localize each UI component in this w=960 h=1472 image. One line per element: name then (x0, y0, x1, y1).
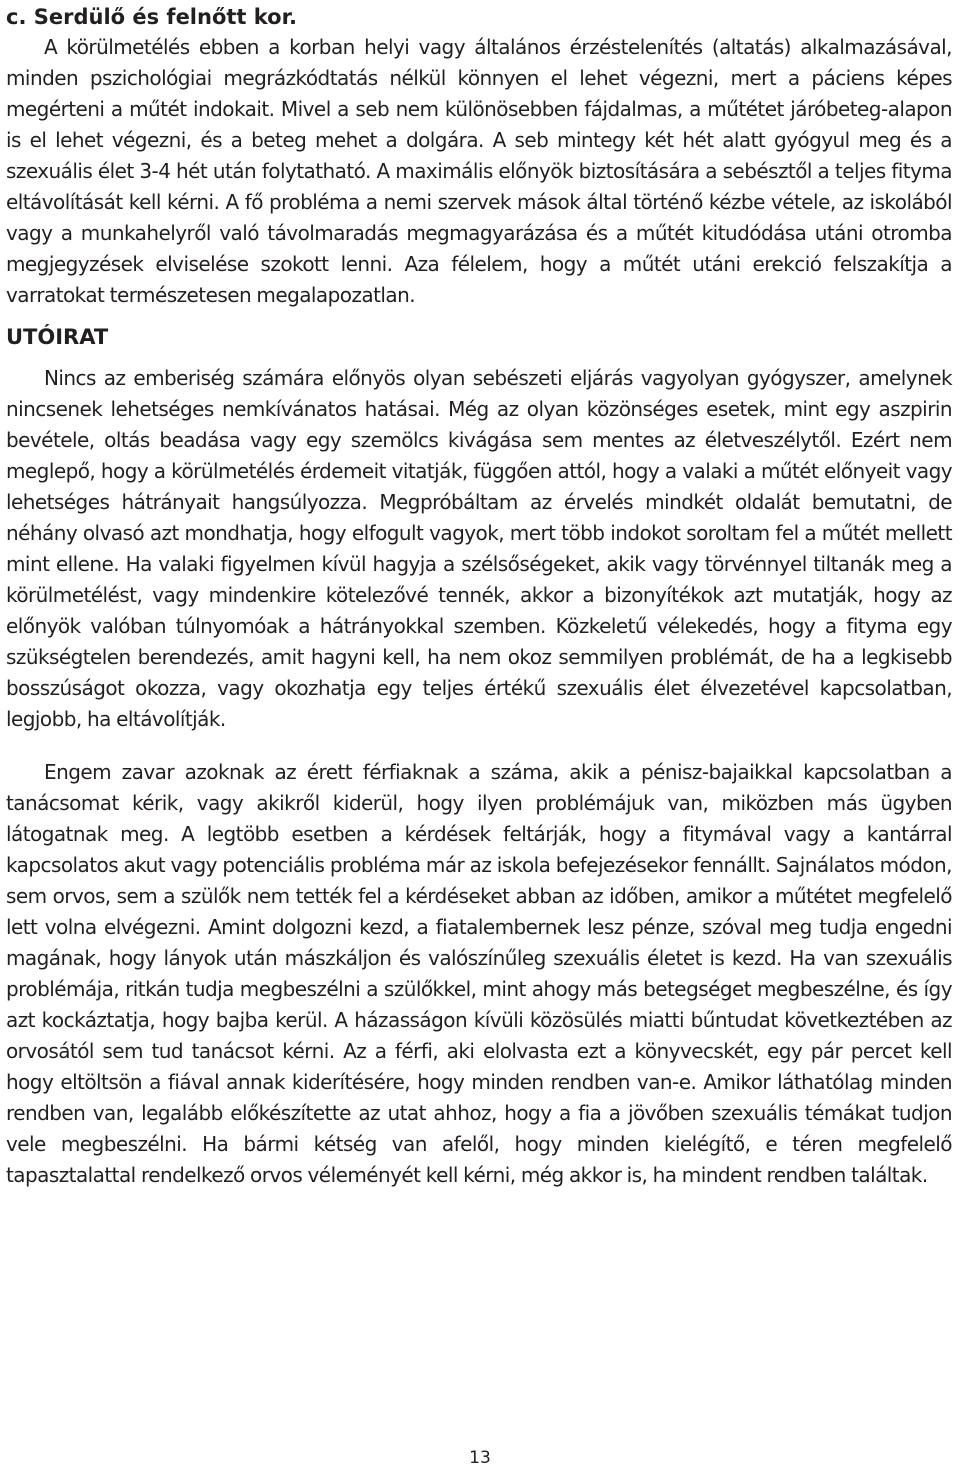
postscript-heading: UTÓIRAT (6, 325, 109, 349)
section-heading: c. Serdülő és felnőtt kor. (6, 5, 297, 29)
document-page (6, 0, 952, 1191)
section-paragraph: A körülmetélés ebben a korban helyi vagy általános érzéstelenítés (altatás) alkalmazásával, minden pszichológiai megrázkódtatás nélkül könnyen el lehet végezni, mert a páciens képes megérteni a műtét indokait. Mivel a seb nem különösebben fájdalmas, a műtétet járóbeteg-alapon is el lehet végezni, és a beteg mehet a dolgára. A seb mintegy két hét alatt gyógyul meg és a szexuális élet 3-4 hét után folytatható. A maximális előnyök biztosítására a sebésztől a teljes fityma eltávolítását kell kérni. A fő probléma a nemi szervek mások által történő kézbe vétele, az iskolából vagy a munkahelyről való távolmaradás megmagyarázása és a műtét kitudódása utáni otromba megjegyzések elviselése szokott lenni. Aza félelem, hogy a műtét utáni erekció felszakítja a varratokat természetesen megalapozatlan. (6, 35, 952, 307)
postscript-paragraph-1: Nincs az emberiség számára előnyös olyan sebészeti eljárás vagyolyan gyógyszer, amelynek nincsenek lehetséges nemkívánatos hatásai. Még az olyan közönséges esetek, mint egy aszpirin bevétele, oltás beadása vagy egy szemölcs kivágása sem mentes az életveszélytől. Ezért nem meglepő, hogy a körülmetélés érdemeit vitatják, függően attól, hogy a valaki a műtét előnyeit vagy lehetséges hátrányait hangsúlyozza. Megpróbáltam az érvelés mindkét oldalát bemutatni, de néhány olvasó azt mondhatja, hogy elfogult vagyok, mert több indokot soroltam fel a műtét mellett mint ellene. Ha valaki figyelmen kívül hagyja a szélsőségeket, akik vagy törvénnyel tiltanák meg a körülmetélést, vagy mindenkire kötelezővé tennék, akkor a bizonyítékok azt mutatják, hogy az előnyök valóban túlnyomóak a hátrányokkal szemben. Közkeletű vélekedés, hogy a fityma egy szükségtelen berendezés, amit hagyni kell, ha nem okoz semmilyen problémát, de ha a legkisebb bosszúságot okozza, vagy okozhatja egy teljes értékű szexuális élet élvezetével kapcsolatban, legjobb, ha eltávolítják. (6, 366, 952, 731)
page-number: 13 (469, 1448, 491, 1468)
postscript-paragraph-2: Engem zavar azoknak az érett férfiaknak a száma, akik a pénisz-bajaikkal kapcsolatban a tanácsomat kérik, vagy akikről kiderül, hogy ilyen problémájuk van, miközben más ügyben látogatnak meg. A legtöbb esetben a kérdések feltárják, hogy a fitymával vagy a kantárral kapcsolatos akut vagy potenciális probléma már az iskola befejezésekor fennállt. Sajnálatos módon, sem orvos, sem a szülők nem tették fel a kérdéseket abban az időben, amikor a műtétet megfelelő lett volna elvégezni. Amint dolgozni kezd, a fiatalembernek lesz pénze, szóval meg tudja engedni magának, hogy lányok után mászkáljon és valószínűleg szexuális életet is kezd. Ha van szexuális problémája, ritkán tudja megbeszélni a szülőkkel, mint ahogy más betegséget megbeszélne, és így azt kockáztatja, hogy bajba kerül. A házasságon kívüli közösülés miatti bűntudat következtében az orvosától sem tud tanácsot kérni. Az a férfi, aki elolvasta ezt a könyvecskét, egy pár percet kell hogy eltöltsön a fiával annak kiderítésére, hogy minden rendben van-e. Amikor láthatólag minden rendben van, legalább előkészítette az utat ahhoz, hogy a fia a jövőben szexuális témákat tudjon vele megbeszélni. Ha bármi kétség van afelől, hogy minden kielégítő, e téren megfelelő tapasztalattal rendelkező orvos véleményét kell kérni, még akkor is, ha mindent rendben találtak. (6, 760, 952, 1187)
